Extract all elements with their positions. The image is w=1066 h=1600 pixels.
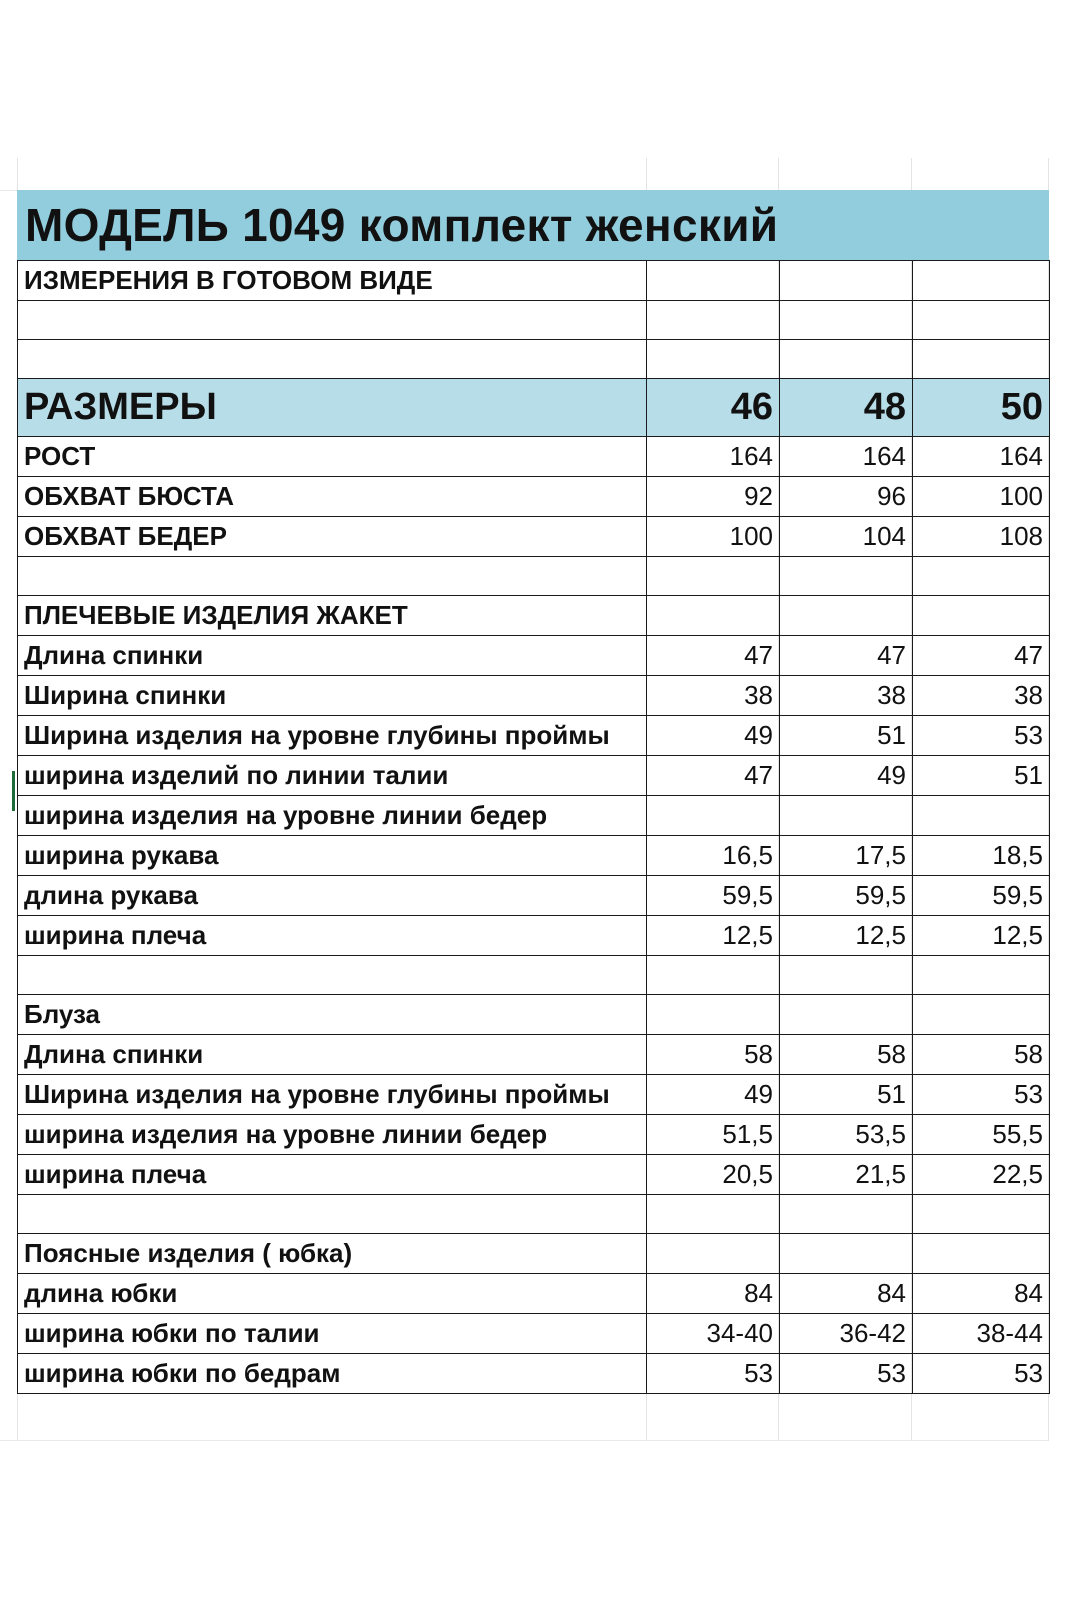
value-cell[interactable]: 17,5 (780, 836, 913, 876)
section-title-cell[interactable]: Поясные изделия ( юбка) (18, 1234, 647, 1274)
size-cell[interactable]: 46 (647, 379, 780, 437)
value-cell[interactable]: 58 (913, 1035, 1050, 1075)
empty-cell[interactable] (647, 340, 780, 379)
empty-cell[interactable] (913, 956, 1050, 995)
value-cell[interactable]: 47 (780, 636, 913, 676)
empty-cell[interactable] (780, 261, 913, 301)
value-cell[interactable]: 108 (913, 517, 1050, 557)
row-label-cell[interactable]: Длина спинки (18, 1035, 647, 1075)
empty-cell[interactable] (913, 1234, 1050, 1274)
table-row (18, 1314, 1050, 1354)
section-title-cell[interactable]: ПЛЕЧЕВЫЕ ИЗДЕЛИЯ ЖАКЕТ (18, 596, 647, 636)
empty-row (18, 301, 1050, 340)
value-cell[interactable]: 164 (647, 437, 780, 477)
value-cell[interactable]: 53 (647, 1354, 780, 1394)
empty-cell[interactable] (18, 340, 647, 379)
value-cell[interactable]: 51 (780, 1075, 913, 1115)
empty-cell[interactable] (18, 956, 647, 995)
empty-cell[interactable] (647, 1195, 780, 1234)
value-cell[interactable]: 34-40 (647, 1314, 780, 1354)
value-cell[interactable]: 51,5 (647, 1115, 780, 1155)
value-cell[interactable]: 53 (913, 716, 1050, 756)
value-cell[interactable]: 38 (780, 676, 913, 716)
empty-cell[interactable] (780, 596, 913, 636)
value-cell[interactable]: 12,5 (647, 916, 780, 956)
value-cell[interactable]: 51 (913, 756, 1050, 796)
empty-cell[interactable] (18, 301, 647, 340)
value-cell[interactable]: 164 (913, 437, 1050, 477)
row-label-cell[interactable]: ширина плеча (18, 916, 647, 956)
table-row (18, 1354, 1050, 1394)
empty-cell[interactable] (647, 956, 780, 995)
value-cell[interactable] (913, 796, 1050, 836)
section-row (18, 596, 1050, 636)
row-label-cell[interactable]: длина юбки (18, 1274, 647, 1314)
value-cell[interactable]: 21,5 (780, 1155, 913, 1195)
value-cell[interactable]: 38 (913, 676, 1050, 716)
empty-row (18, 340, 1050, 379)
table-row (18, 676, 1050, 716)
table-row (18, 437, 1050, 477)
measurements-table (17, 260, 1050, 1394)
row-label-cell[interactable]: РОСТ (18, 437, 647, 477)
section-row (18, 995, 1050, 1035)
value-cell[interactable]: 53 (780, 1354, 913, 1394)
table-row (18, 477, 1050, 517)
table-row (18, 756, 1050, 796)
value-cell[interactable]: 59,5 (647, 876, 780, 916)
value-cell[interactable]: 47 (647, 636, 780, 676)
value-cell[interactable]: 51 (780, 716, 913, 756)
value-cell[interactable]: 100 (647, 517, 780, 557)
table-row (18, 1075, 1050, 1115)
value-cell[interactable]: 38-44 (913, 1314, 1050, 1354)
row-label-cell[interactable]: ширина изделий по линии талии (18, 756, 647, 796)
gridline (0, 1440, 1048, 1441)
empty-row (18, 557, 1050, 596)
row-label-cell[interactable]: ширина юбки по бедрам (18, 1354, 647, 1394)
value-cell[interactable]: 59,5 (780, 876, 913, 916)
table-row (18, 636, 1050, 676)
empty-cell[interactable] (647, 301, 780, 340)
value-cell[interactable]: 58 (780, 1035, 913, 1075)
value-cell[interactable]: 59,5 (913, 876, 1050, 916)
row-label-cell[interactable]: ОБХВАТ БЕДЕР (18, 517, 647, 557)
empty-cell[interactable] (780, 995, 913, 1035)
row-label-cell[interactable]: ОБХВАТ БЮСТА (18, 477, 647, 517)
table-row (18, 1274, 1050, 1314)
empty-cell[interactable] (780, 340, 913, 379)
value-cell[interactable]: 92 (647, 477, 780, 517)
sheet-title: МОДЕЛЬ 1049 комплект женский (25, 199, 779, 251)
table-row (18, 1155, 1050, 1195)
value-cell[interactable]: 100 (913, 477, 1050, 517)
row-label-cell[interactable]: Длина спинки (18, 636, 647, 676)
value-cell[interactable]: 49 (780, 756, 913, 796)
active-row-marker (12, 771, 15, 811)
value-cell[interactable]: 84 (780, 1274, 913, 1314)
value-cell[interactable]: 58 (647, 1035, 780, 1075)
value-cell[interactable]: 22,5 (913, 1155, 1050, 1195)
value-cell[interactable]: 164 (780, 437, 913, 477)
empty-row (18, 1195, 1050, 1234)
empty-cell[interactable] (913, 261, 1050, 301)
empty-cell[interactable] (18, 1195, 647, 1234)
size-cell[interactable]: 50 (913, 379, 1050, 437)
value-cell[interactable]: 36-42 (780, 1314, 913, 1354)
empty-row (18, 956, 1050, 995)
value-cell[interactable]: 84 (913, 1274, 1050, 1314)
sizes-row (18, 379, 1050, 437)
empty-cell[interactable] (780, 557, 913, 596)
row-label-cell[interactable]: Ширина спинки (18, 676, 647, 716)
title-cell[interactable] (17, 190, 1049, 260)
empty-cell[interactable] (780, 956, 913, 995)
table-row (18, 261, 1050, 301)
value-cell[interactable]: 20,5 (647, 1155, 780, 1195)
empty-cell[interactable] (647, 261, 780, 301)
row-label-cell[interactable]: ширина плеча (18, 1155, 647, 1195)
section-row (18, 1234, 1050, 1274)
empty-cell[interactable] (913, 1195, 1050, 1234)
empty-cell[interactable] (780, 1234, 913, 1274)
value-cell[interactable] (647, 796, 780, 836)
value-cell[interactable]: 12,5 (913, 916, 1050, 956)
empty-cell[interactable] (913, 557, 1050, 596)
empty-cell[interactable] (780, 301, 913, 340)
empty-cell[interactable] (913, 340, 1050, 379)
row-label-cell[interactable]: Ширина изделия на уровне глубины проймы (18, 1075, 647, 1115)
value-cell[interactable]: 47 (913, 636, 1050, 676)
empty-cell[interactable] (647, 596, 780, 636)
value-cell[interactable]: 49 (647, 1075, 780, 1115)
row-label-cell[interactable]: Ширина изделия на уровне глубины проймы (18, 716, 647, 756)
empty-cell[interactable] (913, 301, 1050, 340)
row-label-cell[interactable]: ширина рукава (18, 836, 647, 876)
empty-cell[interactable] (647, 1234, 780, 1274)
value-cell[interactable]: 16,5 (647, 836, 780, 876)
table-row (18, 796, 1050, 836)
value-cell[interactable]: 96 (780, 477, 913, 517)
empty-cell[interactable] (647, 995, 780, 1035)
value-cell[interactable]: 53 (913, 1354, 1050, 1394)
row-label-cell[interactable]: ширина изделия на уровне линии бедер (18, 1115, 647, 1155)
value-cell[interactable]: 53,5 (780, 1115, 913, 1155)
row-label-cell[interactable]: ширина юбки по талии (18, 1314, 647, 1354)
header-cell[interactable]: ИЗМЕРЕНИЯ В ГОТОВОМ ВИДЕ (18, 261, 647, 301)
value-cell[interactable]: 55,5 (913, 1115, 1050, 1155)
row-label-cell[interactable]: длина рукава (18, 876, 647, 916)
section-title-cell[interactable]: Блуза (18, 995, 647, 1035)
value-cell[interactable]: 18,5 (913, 836, 1050, 876)
table-row (18, 916, 1050, 956)
value-cell[interactable]: 84 (647, 1274, 780, 1314)
empty-cell[interactable] (913, 995, 1050, 1035)
value-cell[interactable]: 49 (647, 716, 780, 756)
value-cell[interactable]: 12,5 (780, 916, 913, 956)
value-cell[interactable]: 47 (647, 756, 780, 796)
table-row (18, 836, 1050, 876)
table-row (18, 1115, 1050, 1155)
table-row (18, 517, 1050, 557)
empty-cell[interactable] (913, 596, 1050, 636)
value-cell[interactable]: 53 (913, 1075, 1050, 1115)
table-row (18, 876, 1050, 916)
row-label-cell[interactable]: ширина изделия на уровне линии бедер (18, 796, 647, 836)
sizes-label-cell[interactable]: РАЗМЕРЫ (18, 379, 647, 437)
empty-cell[interactable] (647, 557, 780, 596)
table-row (18, 1035, 1050, 1075)
table-row (18, 716, 1050, 756)
value-cell[interactable]: 38 (647, 676, 780, 716)
empty-cell[interactable] (780, 1195, 913, 1234)
value-cell[interactable] (780, 796, 913, 836)
size-cell[interactable]: 48 (780, 379, 913, 437)
empty-cell[interactable] (18, 557, 647, 596)
value-cell[interactable]: 104 (780, 517, 913, 557)
